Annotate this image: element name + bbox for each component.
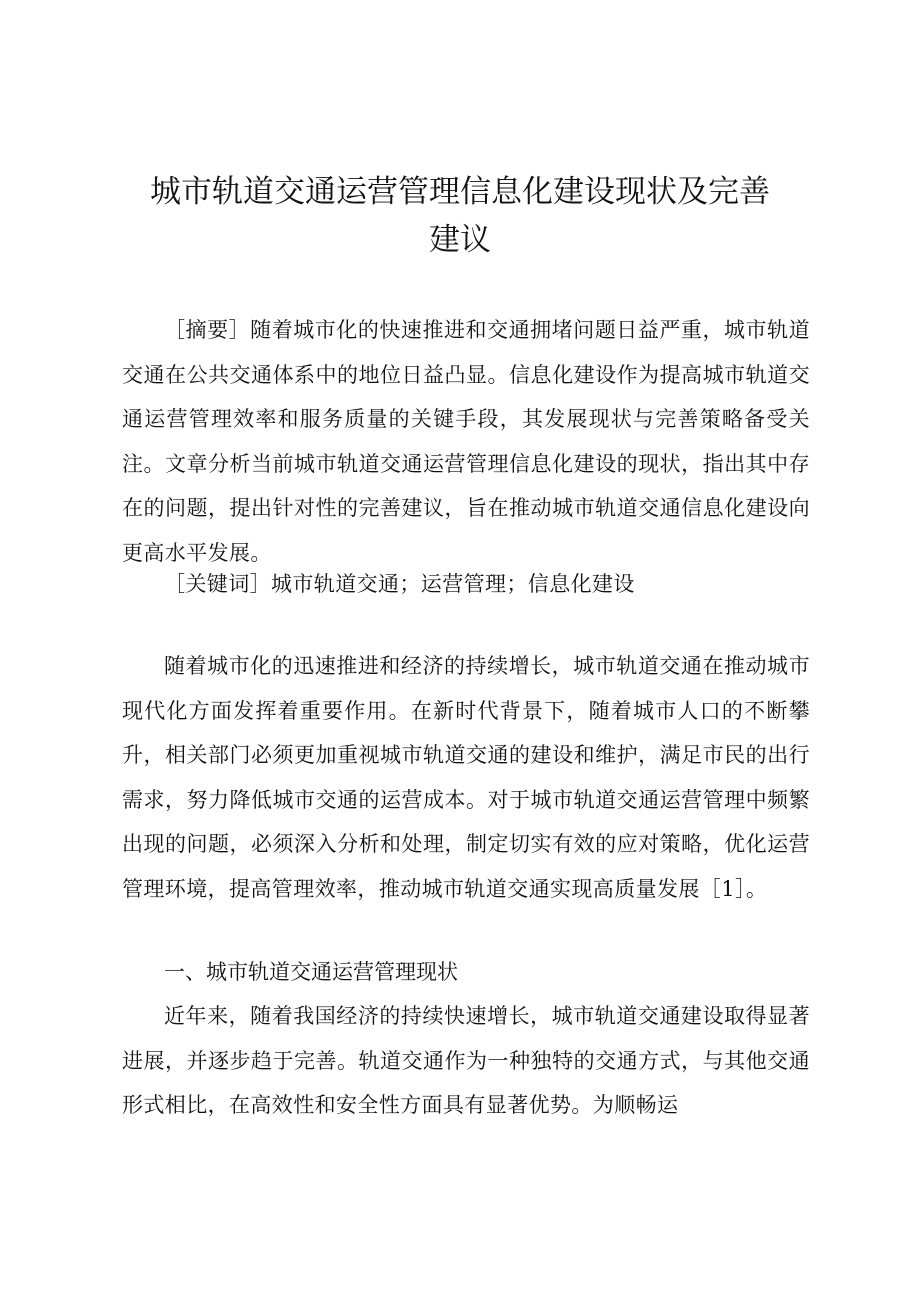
section1-paragraph: 近年来，随着我国经济的持续快速增长，城市轨道交通建设取得显著进展，并逐步趋于完善。轨道交通作为一种独特的交通方式，与其他交通形式相比，在高效性和安全性方面具有显著优势。为顺畅运 bbox=[122, 1004, 810, 1117]
keywords-paragraph: ［关键词］城市轨道交通；运营管理；信息化建设 bbox=[164, 572, 635, 596]
section-heading-1: 一、城市轨道交通运营管理现状 bbox=[164, 960, 458, 984]
document-title-line2: 建议 bbox=[429, 222, 491, 258]
document-title-line1: 城市轨道交通运营管理信息化建设现状及完善 bbox=[150, 174, 770, 210]
abstract-paragraph: ［摘要］随着城市化的快速推进和交通拥堵问题日益严重，城市轨道交通在公共交通体系中的地位日益凸显。信息化建设作为提高城市轨道交通运营管理效率和服务质量的关键手段，其发展现状与完善策略备受关注。文章分析当前城市轨道交通运营管理信息化建设的现状，指出其中存在的问题，提出针对性的完善建议，旨在推动城市轨道交通信息化建设向更高水平发展。 bbox=[122, 318, 810, 565]
intro-paragraph: 随着城市化的迅速推进和经济的持续增长，城市轨道交通在推动城市现代化方面发挥着重要作用。在新时代背景下，随着城市人口的不断攀升，相关部门必须更加重视城市轨道交通的建设和维护，满足市民的出行需求，努力降低城市交通的运营成本。对于城市轨道交通运营管理中频繁出现的问题，必须深入分析和处理，制定切实有效的应对策略，优化运营管理环境，提高管理效率，推动城市轨道交通实现高质量发展［1］。 bbox=[122, 654, 810, 901]
